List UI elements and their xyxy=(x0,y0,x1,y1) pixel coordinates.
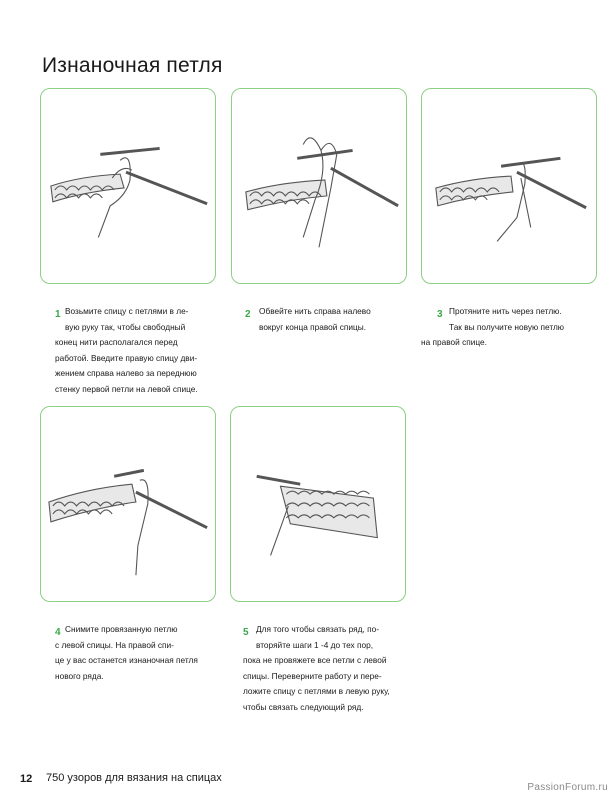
step-line: Обвейте нить справа налево xyxy=(259,306,371,316)
step-number: 4 xyxy=(55,627,61,638)
step-line: чтобы связать следующий ряд. xyxy=(243,701,364,712)
illustration-step-3 xyxy=(421,88,597,284)
step-number: 1 xyxy=(55,309,61,320)
step-line: Протяните нить через петлю. xyxy=(449,306,562,316)
step-line: работой. Введите правую спицу дви- xyxy=(55,352,198,363)
step-number: 3 xyxy=(437,309,443,320)
illustration-step-4 xyxy=(40,406,216,602)
step-line: вокруг конца правой спицы. xyxy=(259,321,367,332)
step-line: жением справа налево за переднюю xyxy=(55,368,197,378)
step-line: ложите спицу с петлями в левую руку, xyxy=(243,686,390,696)
step-5-text xyxy=(243,622,423,715)
step-line: вую руку так, чтобы свободный xyxy=(65,321,186,332)
step-number: 5 xyxy=(243,627,249,638)
step-line: на правой спице. xyxy=(421,337,487,347)
step-line: спицы. Переверните работу и пере- xyxy=(243,670,382,681)
step-line: с левой спицы. На правой спи- xyxy=(55,639,174,650)
step-line: пока не провяжете все петли с левой xyxy=(243,655,387,665)
step-line: стенку первой петли на левой спице. xyxy=(55,383,198,394)
step-number: 2 xyxy=(245,309,251,320)
illustration-step-5 xyxy=(230,406,406,602)
page-number: 12 xyxy=(20,773,33,785)
step-line: це у вас останется изнаночная петля xyxy=(55,655,198,665)
step-4-text xyxy=(55,622,225,684)
step-line: конец нити располагался перед xyxy=(55,337,178,347)
illustration-step-1 xyxy=(40,88,216,284)
step-line: Снимите провязанную петлю xyxy=(65,624,178,634)
illustration-step-2 xyxy=(231,88,407,284)
step-line: Для того чтобы связать ряд, по- xyxy=(256,624,379,634)
step-1-text xyxy=(55,304,225,397)
step-line: Так вы получите новую петлю xyxy=(449,321,565,332)
step-3-text xyxy=(421,304,597,351)
step-line: Возьмите спицу с петлями в ле- xyxy=(65,306,189,316)
page-title: Изнаночная петля xyxy=(42,54,223,77)
watermark: PassionForum.ru xyxy=(527,782,608,793)
step-line: вторяйте шаги 1 -4 до тех пор, xyxy=(256,639,374,650)
step-line: нового ряда. xyxy=(55,670,104,681)
book-title: 750 узоров для вязания на спицах xyxy=(46,772,222,784)
step-2-text xyxy=(245,304,415,335)
